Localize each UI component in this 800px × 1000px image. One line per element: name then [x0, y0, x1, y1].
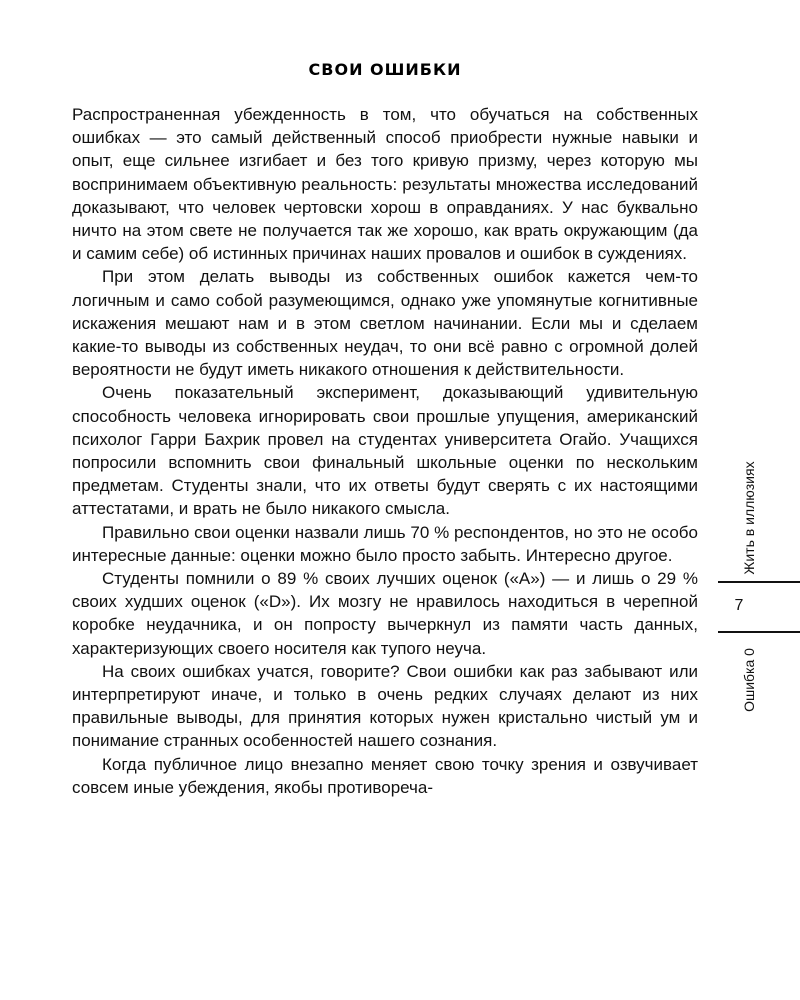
- body-text: [72, 103, 698, 799]
- running-chapter-title-text: Ошибка 0: [741, 648, 757, 712]
- paragraph-3: Очень показательный эксперимент, доказывающий удивительную способность человека игнорировать свои прошлые упущения, американский психолог Гарри Бахрик провел на студентах университета Огайо. Учащихся попросили вспомнить свои финальный школьные оценки по нескольким предметам. Студенты знали, что их ответы будут сверять с их настоящими аттестатами, и врать не было никакого смысла.: [72, 383, 698, 519]
- paragraph-6: На своих ошибках учатся, говорите? Свои ошибки как раз забывают или интерпретируют иначе, и только в очень редких случаях делают из них правильные выводы, для принятия которых нужен кристально чистый ум и понимание странных особенностей нашего сознания.: [72, 661, 698, 751]
- sidebar-divider-top: [718, 581, 800, 583]
- paragraph-2: При этом делать выводы из собственных ошибок кажется чем-то логичным и само собой разумеющимся, однако уже упомянутые когнитивные искажения мешают нам и в этом светлом начинании. Если мы и сделаем какие-то выводы из собственных неудач, то они всё равно с огромной долей вероятности не будут иметь никакого отношения к действительности.: [72, 267, 698, 380]
- section-heading: СВОИ ОШИБКИ: [308, 60, 462, 79]
- paragraph-5: Студенты помнили о 89 % своих лучших оценок («А») — и лишь о 29 % своих худших оценок («D»). Их мозгу не нравилось находиться в черепной коробке неудачника, и он попросту вычеркнул из памяти часть данных, характеризующих своего носителя как тупого неуча.: [72, 569, 698, 658]
- paragraph-4: Правильно свои оценки назвали лишь 70 % респондентов, но это не особо интересные данные: оценки можно было просто забыть. Интересно другое.: [72, 522, 698, 565]
- sidebar-divider-bottom: [718, 631, 800, 633]
- running-book-title-text: Жить в иллюзиях: [741, 461, 757, 575]
- running-chapter-title: [739, 640, 759, 720]
- paragraph-1: Распространенная убежденность в том, что обучаться на собственных ошибках — это самый действенный способ приобрести нужные навыки и опыт, еще сильнее изгибает и без того кривую призму, через которую мы воспринимаем объективную реальность: результаты множества исследований доказывают, что человек чертовски хорош в оправданиях. У нас буквально ничто на этом свете не получается так же хорошо, как врать окружающим (да и самим себе) об истинных причинах наших провалов и ошибок в суждениях.: [72, 105, 698, 264]
- running-book-title: [739, 463, 759, 573]
- paragraph-7: Когда публичное лицо внезапно меняет свою точку зрения и озвучивает совсем иные убеждения, якобы противореча-: [72, 754, 698, 797]
- page-number: 7: [734, 597, 744, 614]
